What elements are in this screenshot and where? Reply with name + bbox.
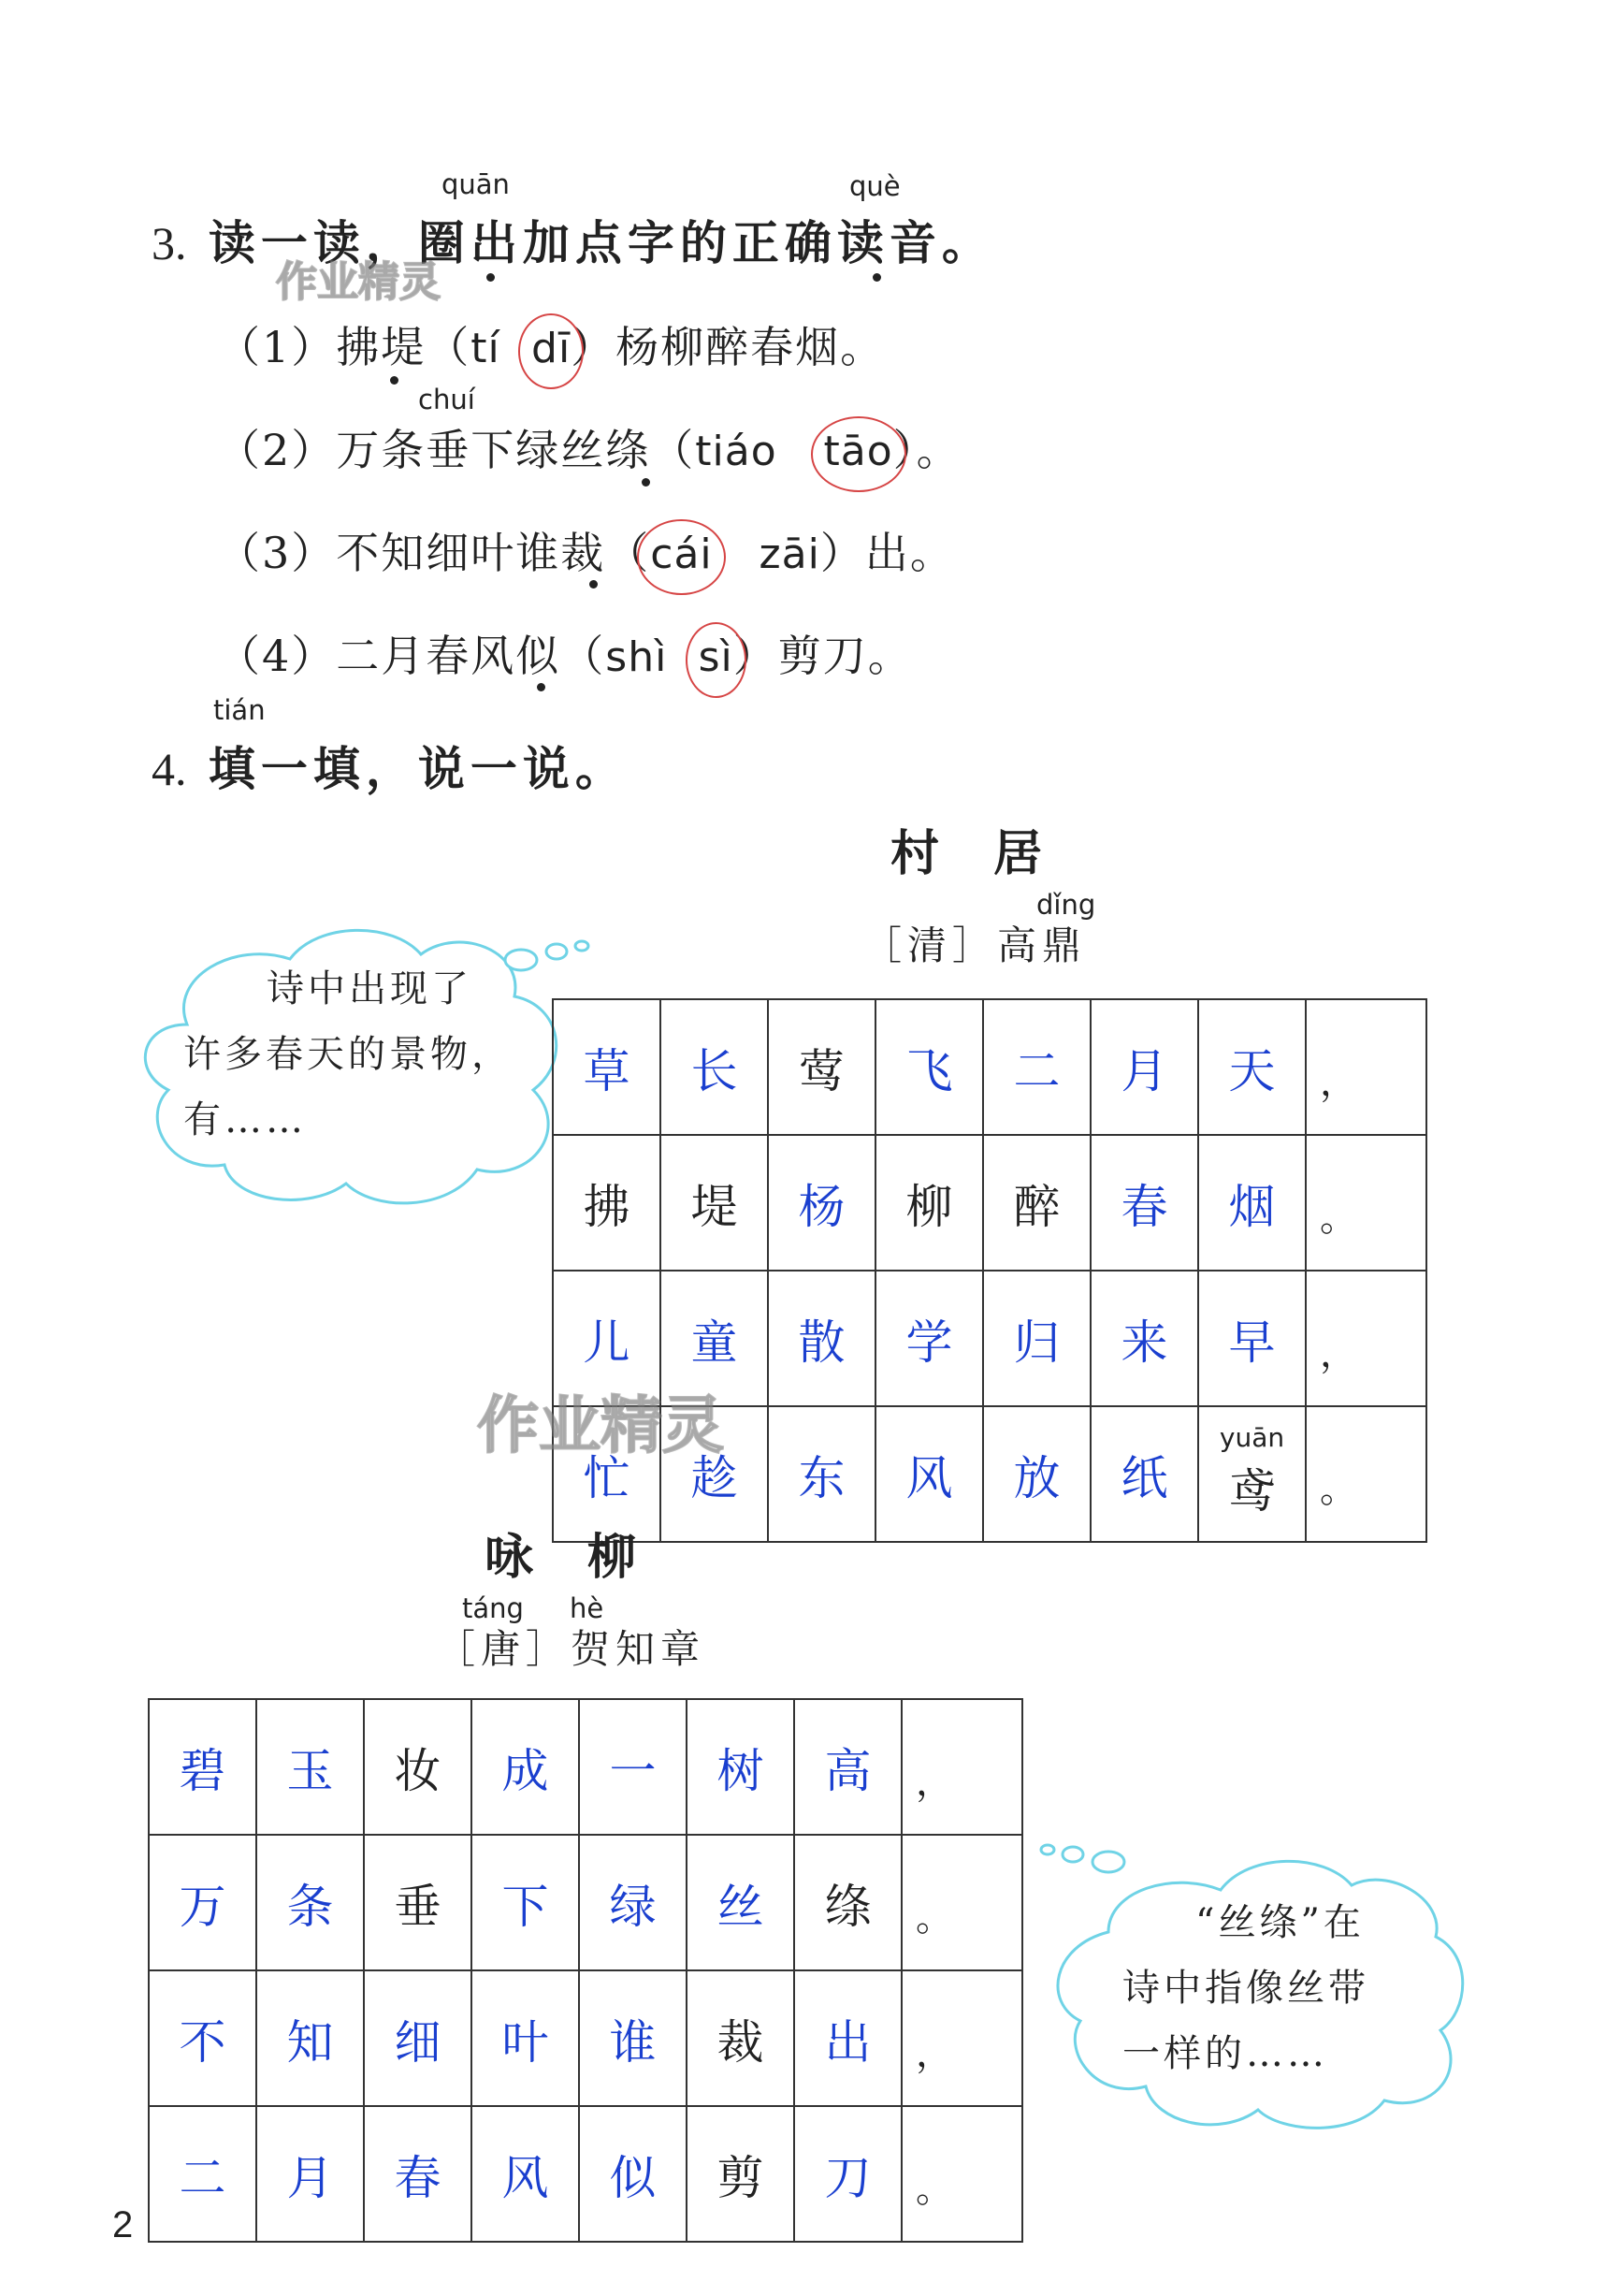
pinyin-ding: dǐng xyxy=(1036,889,1096,921)
item-number: （4） xyxy=(217,631,337,681)
grid-cell[interactable]: 飞 xyxy=(875,999,983,1135)
grid-punct: ， xyxy=(1306,1271,1426,1406)
grid-cell[interactable]: 春 xyxy=(364,2106,471,2242)
bubble1-line-1: 诗中出现了 xyxy=(267,967,472,1010)
item-text: 拂堤（ xyxy=(336,322,471,372)
grid-cell: 柳 xyxy=(875,1135,983,1271)
item-number: （2） xyxy=(217,425,337,475)
grid-cell: 垂 xyxy=(364,1835,471,1970)
grid-cell: 剪 xyxy=(687,2106,794,2242)
grid-cell[interactable]: 春 xyxy=(1091,1135,1198,1271)
item-number: （1） xyxy=(217,322,337,372)
grid-cell[interactable]: 忙 xyxy=(553,1406,660,1542)
poem2-dynasty: ［唐］ xyxy=(436,1626,572,1672)
grid-cell[interactable]: 万 xyxy=(149,1835,256,1970)
option-1[interactable]: shì xyxy=(605,633,668,681)
grid-row xyxy=(149,1835,1022,1970)
grid-cell[interactable]: 草 xyxy=(553,999,660,1135)
bubble-dot xyxy=(1092,1852,1124,1872)
grid-punct: ， xyxy=(902,1970,1022,2106)
q3-item-2 xyxy=(217,416,962,478)
grid-cell[interactable]: 烟 xyxy=(1198,1135,1306,1271)
pinyin-he: hè xyxy=(570,1592,604,1624)
poem1-dynasty: ［清］ xyxy=(862,923,998,968)
pinyin-que: què xyxy=(849,170,901,202)
grid-cell[interactable]: 风 xyxy=(471,2106,579,2242)
option-1[interactable]: tiáo xyxy=(695,428,777,475)
grid-cell[interactable]: 童 xyxy=(660,1271,768,1406)
grid-cell[interactable]: 丝 xyxy=(687,1835,794,1970)
grid-cell[interactable]: 风 xyxy=(875,1406,983,1542)
item-text: 万条垂下绿丝绦（ xyxy=(336,425,696,475)
grid-cell[interactable]: 叶 xyxy=(471,1970,579,2106)
option-2[interactable]: zāi xyxy=(759,530,820,578)
grid-punct: 。 xyxy=(1306,1135,1426,1271)
pinyin-quan: quān xyxy=(441,168,510,200)
grid-cell[interactable]: 归 xyxy=(983,1271,1091,1406)
grid-cell[interactable]: 成 xyxy=(471,1699,579,1835)
item-text: 不知细叶谁裁（ xyxy=(336,528,651,578)
grid-cell: 妆 xyxy=(364,1699,471,1835)
option-1[interactable]: tí xyxy=(470,325,500,372)
grid-cell[interactable]: 月 xyxy=(256,2106,364,2242)
poem1-byline xyxy=(862,915,1087,971)
poem2-grid xyxy=(148,1698,1023,2243)
grid-cell[interactable]: 知 xyxy=(256,1970,364,2106)
grid-punct: 。 xyxy=(1306,1406,1426,1542)
grid-row xyxy=(553,999,1426,1135)
emphasis-dot xyxy=(390,376,398,385)
grid-cell: 裁 xyxy=(687,1970,794,2106)
grid-cell[interactable]: 早 xyxy=(1198,1271,1306,1406)
item-text: ）。 xyxy=(892,425,962,475)
grid-cell[interactable]: 下 xyxy=(471,1835,579,1970)
emphasis-dot xyxy=(873,273,881,282)
pinyin-yuan: yuān xyxy=(1219,1422,1285,1453)
grid-cell[interactable]: 一 xyxy=(579,1699,687,1835)
item-number: （3） xyxy=(217,528,337,578)
grid-cell[interactable]: 出 xyxy=(794,1970,902,2106)
item-text: ）出。 xyxy=(819,528,955,578)
grid-cell[interactable]: 绿 xyxy=(579,1835,687,1970)
poem1-title: 村居 xyxy=(890,825,1097,882)
item-text: 二月春风似（ xyxy=(336,631,606,681)
emphasis-dot xyxy=(486,273,495,282)
grid-cell[interactable]: 天 xyxy=(1198,999,1306,1135)
q3-item-3 xyxy=(217,519,955,581)
emphasis-dot xyxy=(589,580,598,589)
option-1-circled[interactable]: cái xyxy=(650,530,713,578)
bubble-dot xyxy=(575,941,588,951)
grid-punct: 。 xyxy=(902,2106,1022,2242)
watermark-logo-small: 作业精灵 xyxy=(276,258,441,306)
grid-cell[interactable]: 放 xyxy=(983,1406,1091,1542)
watermark-logo-large: 作业精灵 xyxy=(477,1389,724,1461)
grid-cell: 莺 xyxy=(768,999,875,1135)
grid-cell: 醉 xyxy=(983,1135,1091,1271)
grid-cell[interactable]: 谁 xyxy=(579,1970,687,2106)
grid-row xyxy=(149,1970,1022,2106)
grid-cell[interactable]: 月 xyxy=(1091,999,1198,1135)
bubble1-line-3: 有…… xyxy=(183,1098,307,1141)
poem1-author: 高鼎 xyxy=(997,923,1088,968)
grid-cell[interactable]: 趁 xyxy=(660,1406,768,1542)
grid-cell[interactable]: 二 xyxy=(149,2106,256,2242)
grid-cell[interactable]: 玉 xyxy=(256,1699,364,1835)
bubble-dot xyxy=(1041,1845,1054,1854)
pinyin-chui: chuí xyxy=(418,384,475,415)
bubble-dot xyxy=(1063,1847,1083,1862)
grid-cell[interactable]: 细 xyxy=(364,1970,471,2106)
grid-cell[interactable]: 儿 xyxy=(553,1271,660,1406)
grid-cell[interactable]: 条 xyxy=(256,1835,364,1970)
pinyin-tian: tián xyxy=(213,694,266,726)
poem2-author: 贺知章 xyxy=(571,1626,706,1672)
page-number: 2 xyxy=(112,2204,134,2245)
grid-cell[interactable]: 学 xyxy=(875,1271,983,1406)
emphasis-dot xyxy=(642,478,650,487)
grid-cell[interactable]: 刀 xyxy=(794,2106,902,2242)
grid-cell: 拂 xyxy=(553,1135,660,1271)
grid-row xyxy=(149,2106,1022,2242)
q3-heading-text: 读一读，圈出加点字的正确读音。 xyxy=(208,215,994,270)
q3-item-1 xyxy=(217,313,885,375)
grid-punct: 。 xyxy=(902,1835,1022,1970)
q4-heading-text: 填一填，说一说。 xyxy=(208,741,628,796)
grid-cell[interactable]: 树 xyxy=(687,1699,794,1835)
q4-number: 4. xyxy=(152,743,187,795)
grid-cell[interactable]: 杨 xyxy=(768,1135,875,1271)
option-2-circled[interactable]: dī xyxy=(531,325,572,372)
emphasis-dot xyxy=(537,683,545,691)
option-2-circled[interactable]: tāo xyxy=(823,428,893,475)
q3-item-4 xyxy=(217,622,913,684)
grid-cell[interactable]: 碧 xyxy=(149,1699,256,1835)
grid-cell[interactable]: 散 xyxy=(768,1271,875,1406)
grid-cell[interactable]: 不 xyxy=(149,1970,256,2106)
q3-number: 3. xyxy=(152,217,187,269)
grid-punct: ， xyxy=(1306,999,1426,1135)
grid-punct: ， xyxy=(902,1699,1022,1835)
grid-cell[interactable]: 长 xyxy=(660,999,768,1135)
grid-cell[interactable]: 来 xyxy=(1091,1271,1198,1406)
grid-cell[interactable]: 东 xyxy=(768,1406,875,1542)
item-text: ）杨柳醉春烟。 xyxy=(571,322,886,372)
grid-cell[interactable]: 纸 xyxy=(1091,1406,1198,1542)
poem2-title: 咏柳 xyxy=(485,1529,691,1586)
grid-cell[interactable]: 二 xyxy=(983,999,1091,1135)
bubble1-line-2: 许多春天的景物， xyxy=(183,1033,513,1076)
bubble-dot xyxy=(505,950,537,970)
grid-row xyxy=(149,1699,1022,1835)
q4-heading xyxy=(152,732,628,799)
bubble-dot xyxy=(546,944,567,959)
char-yuan: 鸢 xyxy=(1228,1463,1276,1519)
grid-cell[interactable]: 似 xyxy=(579,2106,687,2242)
grid-cell[interactable]: 高 xyxy=(794,1699,902,1835)
poem2-byline xyxy=(436,1619,705,1675)
item-text: ）剪刀。 xyxy=(732,631,913,681)
bubble2-line-1: “丝绦”在 xyxy=(1195,1901,1365,1944)
grid-row xyxy=(553,1135,1426,1271)
bubble2-line-2: 诗中指像丝带 xyxy=(1122,1967,1369,2010)
grid-cell: 堤 xyxy=(660,1135,768,1271)
pinyin-tang: táng xyxy=(462,1592,524,1624)
grid-cell-yuan xyxy=(1198,1406,1306,1542)
option-2-circled[interactable]: sì xyxy=(698,633,733,681)
bubble2-line-3: 一样的…… xyxy=(1122,2032,1328,2075)
grid-cell: 绦 xyxy=(794,1835,902,1970)
